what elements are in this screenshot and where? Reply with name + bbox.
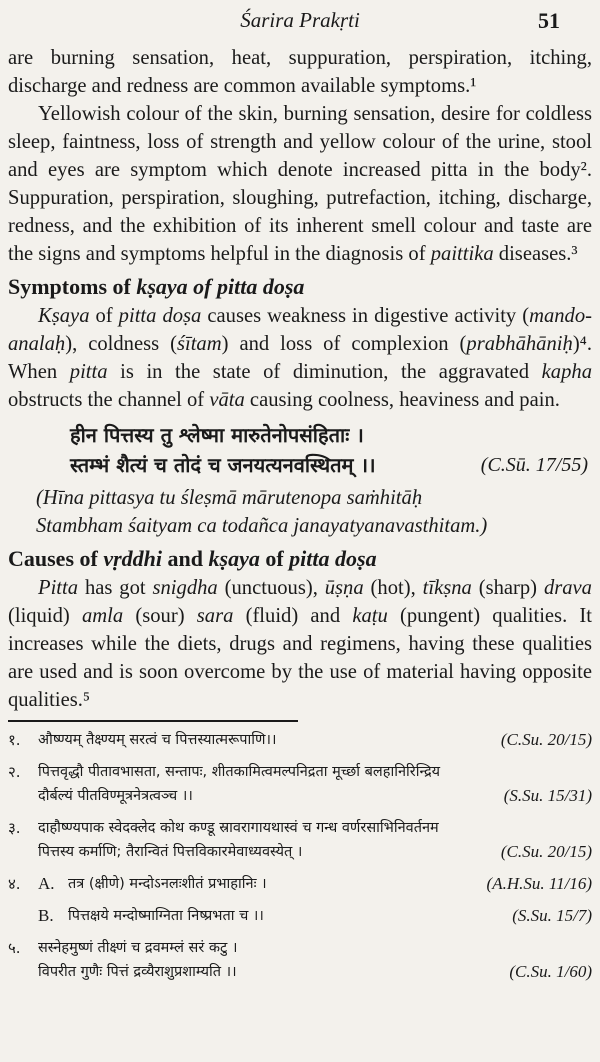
term: kaṭu <box>352 605 388 627</box>
heading-2-text: Causes of <box>8 546 104 571</box>
footnote-reference: (C.Su. 20/15) <box>500 842 592 861</box>
term: śītam <box>176 333 222 355</box>
text: (fluid) and <box>233 605 353 627</box>
text: has got <box>78 577 153 599</box>
heading-ksaya-symptoms <box>8 272 592 302</box>
text: (hot), <box>363 577 423 599</box>
transliteration <box>8 484 592 540</box>
footnotes <box>8 728 592 984</box>
footnote-rule <box>8 720 298 722</box>
paragraph-3 <box>8 302 592 414</box>
spacer <box>8 864 592 872</box>
text: obstructs the channel of <box>8 389 210 411</box>
term: drava <box>543 577 592 599</box>
footnote-text: सस्नेहमुष्णं तीक्ष्णं च द्रवमम्लं सरं कटु । <box>38 940 238 956</box>
term: vāta <box>209 389 245 411</box>
text: is in the state of diminution, the aggravated <box>107 361 542 383</box>
footnote-number: ३. <box>8 819 21 837</box>
verse-reference: (C.Sū. 17/55) <box>480 454 588 476</box>
footnote-sublabel: B. <box>38 906 54 925</box>
footnote-text: औष्ण्यम् तैक्ष्ण्यम् सरत्वं च पित्तस्यात्मरूपाणि।। <box>38 732 277 748</box>
footnote-number: ४. <box>8 875 21 893</box>
term: snigdha <box>152 577 218 599</box>
page-body <box>8 44 592 984</box>
term: kapha <box>541 361 592 383</box>
footnote-reference: (C.Su. 1/60) <box>509 962 592 981</box>
text: causing coolness, heaviness and pain. <box>244 389 560 411</box>
footnote-2 <box>8 760 592 784</box>
term: Pitta <box>38 577 79 599</box>
footnote-2-cont <box>8 784 592 808</box>
sanskrit-verse <box>8 420 592 480</box>
paragraph-1: are burning sensation, heat, suppuration, perspiration, itching, discharge and redness are common available symptoms.¹ <box>8 47 592 97</box>
footnote-1 <box>8 728 592 752</box>
heading-1-text: Symptoms of <box>8 274 137 299</box>
paragraph-2-end: diseases.³ <box>493 243 578 265</box>
footnote-text-row <box>38 760 592 784</box>
heading-2-term: kṣaya <box>208 546 260 571</box>
footnote-text: तत्र (क्षीणे) मन्दोऽनलःशीतं प्रभाहानिः । <box>68 876 267 892</box>
footnote-text: पित्तवृद्धौ पीतावभासता, सन्तापः, शीतकामित्वमल्पनिद्रता मूर्च्छा बलहानिरिन्द्रिय <box>38 764 441 780</box>
footnote-text-row <box>68 904 592 928</box>
heading-2-term: pitta doṣa <box>289 546 377 571</box>
term: amla <box>81 605 124 627</box>
term: Kṣaya <box>38 305 90 327</box>
paragraph-4 <box>8 574 592 714</box>
footnote-text: विपरीत गुणैः पित्तं द्रव्यैराशुप्रशाम्यति ।। <box>38 964 237 980</box>
footnote-5 <box>8 936 592 960</box>
sanskrit-line-2: स्तम्भं शैत्यं च तोदं च जनयत्यनवस्थितम् ।। <box>70 453 376 477</box>
footnote-sublabel: A. <box>38 874 55 893</box>
running-header <box>0 8 600 34</box>
spacer <box>8 928 592 936</box>
footnote-5-cont <box>8 960 592 984</box>
text: (sour) <box>123 605 197 627</box>
text: of <box>89 305 119 327</box>
footnote-reference: (C.Su. 20/15) <box>500 730 592 749</box>
footnote-text-row <box>68 872 592 896</box>
text: causes weakness in digestive activity ( <box>201 305 530 327</box>
heading-1-term: kṣaya of pitta doṣa <box>136 274 305 299</box>
translit-line-1: (Hīna pittasya tu śleṣmā mārutenopa saṁhitāḥ <box>36 487 423 509</box>
spacer <box>8 808 592 816</box>
footnote-text: दाहौष्ण्यपाक स्वेदक्लेद कोथ कण्डू स्रावरागायथास्वं च गन्ध वर्णरसाभिनिवर्तनम <box>38 820 439 836</box>
footnote-number: ५. <box>8 939 21 957</box>
footnote-3 <box>8 816 592 840</box>
translit-line-2: Stambham śaityam ca todañca janayatyanavasthitam.) <box>36 515 488 537</box>
footnote-reference: (S.Su. 15/31) <box>503 786 592 805</box>
footnote-number: १. <box>8 731 21 749</box>
footnote-4a <box>8 872 592 896</box>
term: mando-analaḥ <box>8 305 593 355</box>
footnote-3-cont <box>8 840 592 864</box>
text: (unctuous), <box>217 577 325 599</box>
footnote-4b <box>8 904 592 928</box>
running-title: Śarira Prakṛti <box>240 8 360 32</box>
text: (liquid) <box>8 605 82 627</box>
footnote-text: पित्तस्य कर्माणि; तैरान्वितं पित्तविकारमेवाध्यवस्येत् । <box>38 844 303 860</box>
heading-2-term: vṛddhi <box>103 546 163 571</box>
text: (pungent) qualities. It increases while the diets, drugs and regimens, having these qualities are used and is soon overcome by the use of material having opposite qualities.⁵ <box>8 605 593 711</box>
term: tīkṣna <box>422 577 472 599</box>
footnote-text: दौर्बल्यं पीतविण्मूत्रनेत्रत्वञ्च ।। <box>38 788 193 804</box>
heading-2-text: and <box>162 546 209 571</box>
paragraph-2-term: paittika <box>430 243 494 265</box>
page-number: 51 <box>538 8 560 33</box>
text: ) and loss of complexion ( <box>221 333 467 355</box>
term: sara <box>196 605 234 627</box>
text: )⁴. When <box>8 333 592 383</box>
term: prabhāhāniḥ <box>466 333 573 355</box>
text: (sharp) <box>471 577 544 599</box>
sanskrit-line-1: हीन पित्तस्य तु श्लेष्मा मारुतेनोपसंहिताः । <box>70 423 364 447</box>
spacer <box>8 752 592 760</box>
spacer <box>8 896 592 904</box>
term: pitta <box>69 361 108 383</box>
heading-causes <box>8 544 592 574</box>
sanskrit-line-2-row <box>8 450 592 480</box>
term: pitta doṣa <box>118 305 202 327</box>
term: ūṣṇa <box>324 577 364 599</box>
footnote-text-row <box>38 816 592 840</box>
footnote-text-row <box>38 728 592 752</box>
footnote-number: २. <box>8 763 21 781</box>
text: ), coldness ( <box>65 333 177 355</box>
paragraph-2-text: Yellowish colour of the skin, burning sensation, desire for coldless sleep, faintness, loss of strength and yellow colour of the urine, stool and eyes are symptom which denote increased pitta in the body². Suppuration, perspiration, sloughing, putrefaction, itching, discharge, redness, and the exhibition of its inherent smell colour and taste are the signs and symptoms helpful in the diagnosis of <box>8 103 592 265</box>
footnote-reference: (A.H.Su. 11/16) <box>486 874 592 893</box>
footnote-reference: (S.Su. 15/7) <box>512 906 592 925</box>
footnote-text-row <box>38 936 592 960</box>
footnote-text: पित्तक्षये मन्दोष्माग्निता निष्प्रभता च ।। <box>68 908 264 924</box>
paragraph-2 <box>8 100 592 268</box>
heading-2-text: of <box>259 546 290 571</box>
